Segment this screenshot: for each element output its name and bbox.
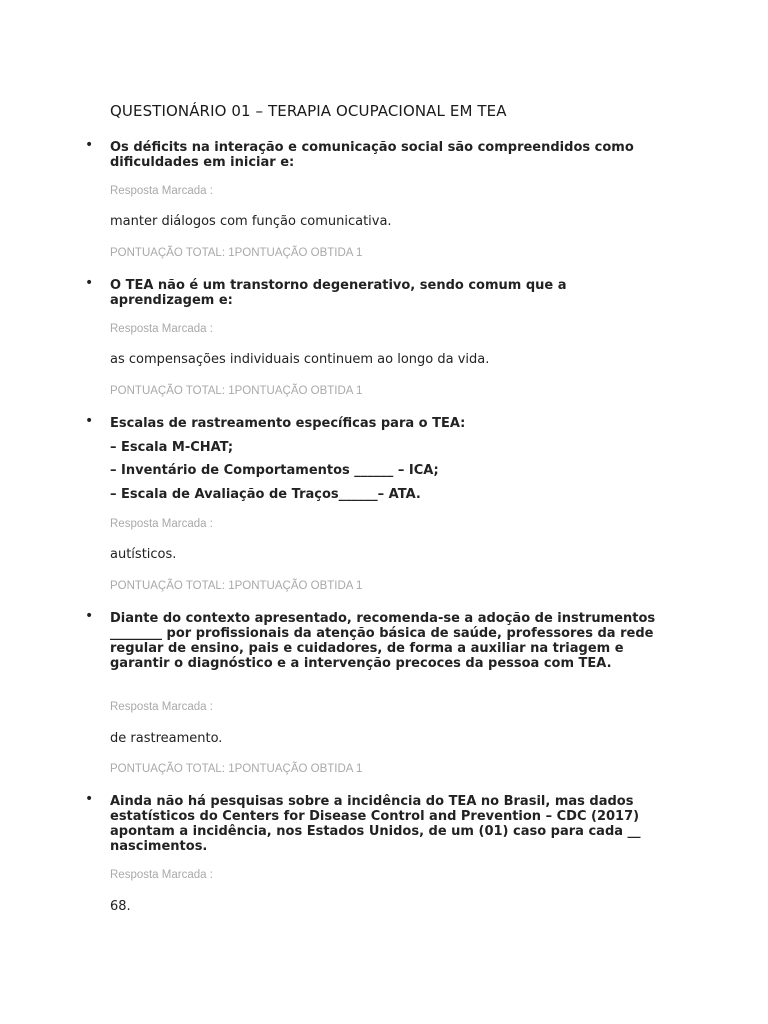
question-text: Ainda não há pesquisas sobre a incidência do TEA no Brasil, mas dados estatísticos do Centers for Disease Control and Prevention – CDC (2017) apontam a incidência, nos Estados Unidos, de um (01) caso para cada __ nascimentos. [110,794,641,854]
score-text: PONTUAÇÃO TOTAL: 1PONTUAÇÃO OBTIDA 1 [110,247,363,259]
question-text: Diante do contexto apresentado, recomenda-se a adoção de instrumentos ________ por profissionais da atenção básica de saúde, professores da rede regular de ensino, pais e cuidadores, de forma a auxiliar na triagem e garantir o diagnóstico e a intervenção precoces da pessoa com TEA. [110,611,656,671]
score-text: PONTUAÇÃO TOTAL: 1PONTUAÇÃO OBTIDA 1 [110,385,363,397]
answer-text: as compensações individuais continuem ao longo da vida. [110,352,490,367]
bullet: • [85,608,94,624]
answer-text: de rastreamento. [110,731,223,746]
score-text: PONTUAÇÃO TOTAL: 1PONTUAÇÃO OBTIDA 1 [110,580,363,592]
answer-label: Resposta Marcada : [110,323,213,335]
question-line: – Inventário de Comportamentos ______ – ICA; [110,463,439,478]
answer-text: autísticos. [110,547,177,562]
question-line: – Escala de Avaliação de Traços______– ATA. [110,487,421,502]
bullet: • [85,791,94,807]
bullet: • [85,137,94,153]
question-text: Escalas de rastreamento específicas para o TEA: [110,416,466,431]
bullet: • [85,275,94,291]
answer-label: Resposta Marcada : [110,869,213,881]
score-text: PONTUAÇÃO TOTAL: 1PONTUAÇÃO OBTIDA 1 [110,763,363,775]
page-title: QUESTIONÁRIO 01 – TERAPIA OCUPACIONAL EM TEA [110,102,507,120]
answer-label: Resposta Marcada : [110,518,213,530]
question-text: O TEA não é um transtorno degenerativo, sendo comum que a aprendizagem e: [110,278,567,308]
answer-label: Resposta Marcada : [110,185,213,197]
answer-label: Resposta Marcada : [110,701,213,713]
question-text: Os déficits na interação e comunicação social são compreendidos como dificuldades em iniciar e: [110,140,634,170]
answer-text: manter diálogos com função comunicativa. [110,214,392,229]
answer-text: 68. [110,899,131,914]
bullet: • [85,413,94,429]
question-line: – Escala M-CHAT; [110,440,234,455]
